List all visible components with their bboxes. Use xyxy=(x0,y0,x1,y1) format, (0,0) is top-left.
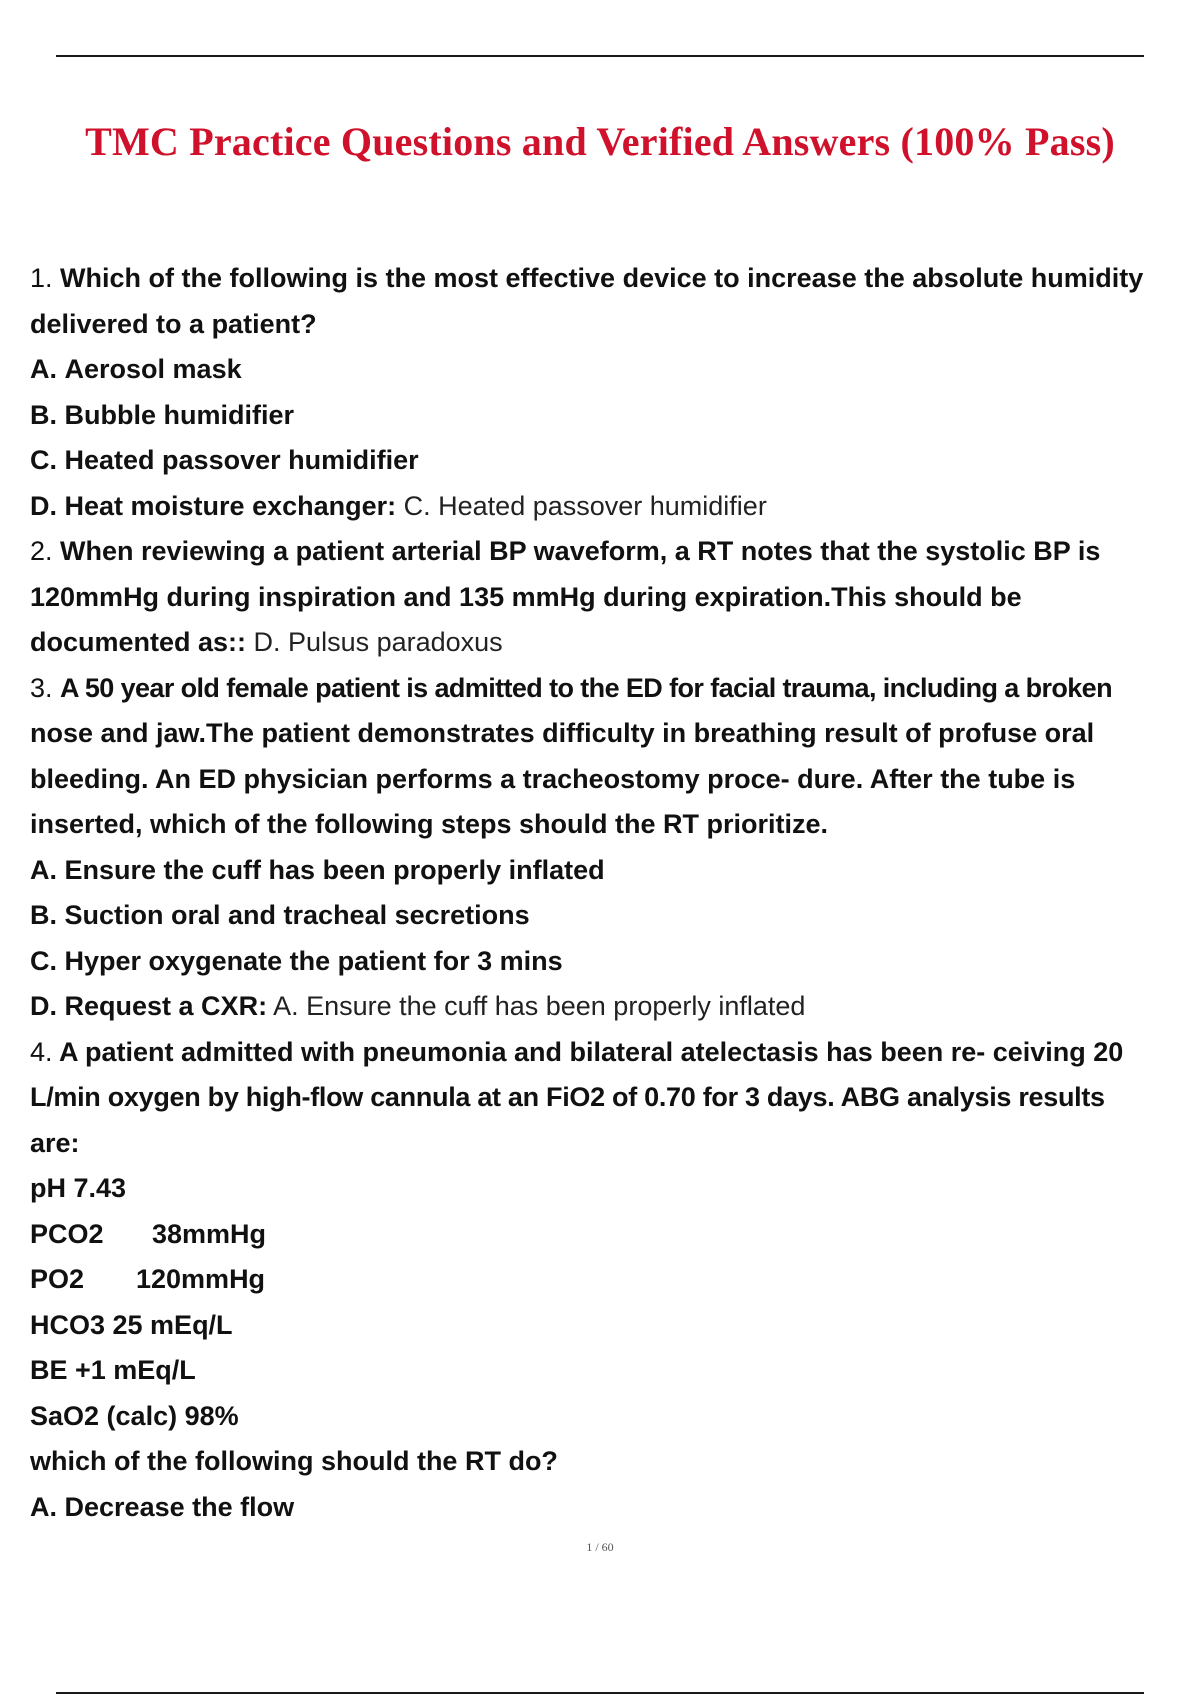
top-rule xyxy=(56,55,1144,57)
question-number: 2. xyxy=(30,536,53,566)
question-3-option-c xyxy=(30,939,1180,985)
question-1-answer: C. Heated passover humidifier xyxy=(403,490,767,521)
page-indicator: 1 / 60 xyxy=(586,1540,614,1554)
question-2-line-2: 120mmHg during inspiration and 135 mmHg during expiration.This should be xyxy=(30,581,1022,612)
lab-value: 120mmHg xyxy=(136,1264,266,1294)
question-3-answer: A. Ensure the cuff has been properly inflated xyxy=(273,991,806,1021)
question-1-option-b xyxy=(30,393,1180,439)
option-text: Request a CXR: xyxy=(64,991,268,1021)
option-text: Suction oral and tracheal secretions xyxy=(64,900,530,930)
question-4-option-a xyxy=(30,1485,1180,1531)
option-text: Heated passover humidifier xyxy=(64,445,419,475)
question-text: When reviewing a patient arterial BP waveform, a RT notes that the systolic BP is xyxy=(60,536,1101,566)
option-text: Heat moisture exchanger: xyxy=(64,490,397,521)
question-number: 1. xyxy=(30,263,53,293)
question-1-line-1 xyxy=(30,256,1180,302)
question-3-line-2: nose and jaw.The patient demonstrates difficulty in breathing result of profuse oral xyxy=(30,718,1095,748)
question-text: A patient admitted with pneumonia and bilateral atelectasis has been re- ceiving 20 xyxy=(59,1036,1124,1067)
question-number: 4. xyxy=(30,1036,53,1067)
question-text: A 50 year old female patient is admitted to the ED for facial trauma, including a broken xyxy=(60,672,1112,703)
lab-value: 38mmHg xyxy=(152,1218,267,1249)
option-text: Hyper oxygenate the patient for 3 mins xyxy=(64,945,563,976)
option-text: Bubble humidifier xyxy=(64,399,295,430)
question-list xyxy=(30,256,1180,1530)
lab-be: BE +1 mEq/L xyxy=(30,1355,196,1385)
question-1-option-d xyxy=(30,484,1180,530)
question-3-line-3: bleeding. An ED physician performs a tracheostomy proce- dure. After the tube is xyxy=(30,763,1076,794)
option-letter: A. xyxy=(30,1491,57,1522)
question-4-line-2: L/min oxygen by high-flow cannula at an FiO2 of 0.70 for 3 days. ABG analysis results xyxy=(30,1082,1105,1112)
question-4-line-3: are: xyxy=(30,1127,80,1158)
question-4-prompt: which of the following should the RT do? xyxy=(30,1446,558,1476)
question-3-option-d xyxy=(30,984,1180,1030)
lab-label: PO2 xyxy=(30,1264,85,1294)
document-title: TMC Practice Questions and Verified Answers (100% Pass) xyxy=(85,119,1115,164)
question-text: Which of the following is the most effective device to increase the absolute humidity xyxy=(60,263,1144,293)
option-letter: C. xyxy=(30,945,57,976)
option-letter: A. xyxy=(30,854,57,885)
question-2-answer: D. Pulsus paradoxus xyxy=(253,627,503,657)
question-1-option-a xyxy=(30,347,1180,393)
option-text: Decrease the flow xyxy=(64,1491,295,1522)
option-letter: D. xyxy=(30,991,57,1021)
question-3-line-1 xyxy=(30,666,1180,712)
question-1-line-2: delivered to a patient? xyxy=(30,308,317,339)
question-4-line-1 xyxy=(30,1030,1180,1076)
question-2-line-3 xyxy=(30,620,1180,666)
lab-po2 xyxy=(30,1257,1180,1303)
option-text: Ensure the cuff has been properly inflated xyxy=(64,854,605,885)
question-3-option-a xyxy=(30,848,1180,894)
lab-hco3: HCO3 25 mEq/L xyxy=(30,1309,233,1340)
option-letter: B. xyxy=(30,900,57,930)
question-number: 3. xyxy=(30,672,53,703)
lab-sao2: SaO2 (calc) 98% xyxy=(30,1400,239,1431)
question-3-option-b xyxy=(30,893,1180,939)
lab-pco2 xyxy=(30,1212,1180,1258)
option-text: Aerosol mask xyxy=(64,354,242,384)
option-letter: A. xyxy=(30,354,57,384)
question-3-line-4: inserted, which of the following steps should the RT prioritize. xyxy=(30,809,829,839)
lab-label: PCO2 xyxy=(30,1218,104,1249)
option-letter: B. xyxy=(30,399,57,430)
question-text: documented as:: xyxy=(30,627,247,657)
question-1-option-c xyxy=(30,438,1180,484)
question-2-line-1 xyxy=(30,529,1180,575)
lab-ph: pH 7.43 xyxy=(30,1173,127,1203)
option-letter: C. xyxy=(30,445,57,475)
bottom-rule xyxy=(56,1692,1144,1694)
option-letter: D. xyxy=(30,490,57,521)
